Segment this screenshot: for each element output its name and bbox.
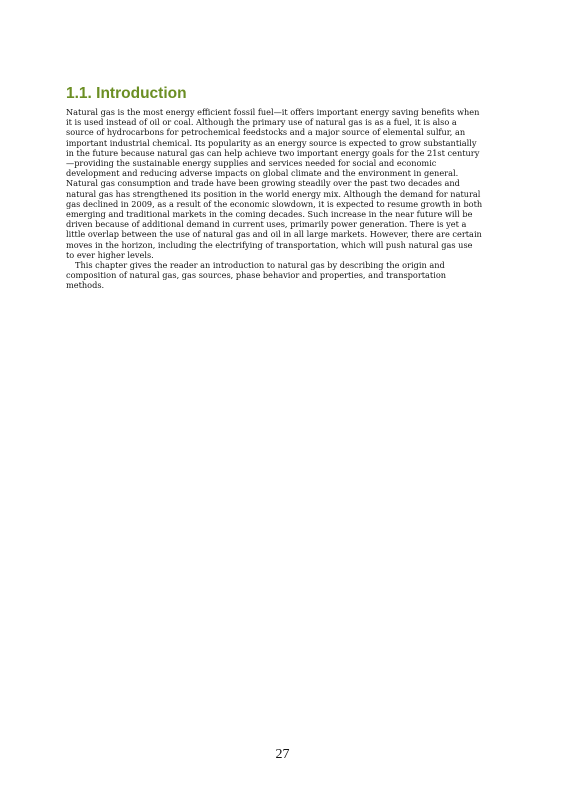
paragraph-line: it is used instead of oil or coal. Although the primary use of natural gas is as a fuel, it is also a bbox=[66, 117, 457, 128]
page-number: 27 bbox=[275, 747, 290, 762]
paragraph-line: composition of natural gas, gas sources, phase behavior and properties, and transportation bbox=[66, 270, 447, 281]
body-text bbox=[66, 107, 504, 291]
paragraph-line: development and reducing adverse impacts on global climate and the environment in general. bbox=[66, 168, 459, 179]
paragraph-line: emerging and traditional markets in the coming decades. Such increase in the near future will be bbox=[66, 209, 473, 220]
paragraph-line: moves in the horizon, including the electrifying of transportation, which will push natural gas use bbox=[66, 239, 473, 250]
paragraph-line: source of hydrocarbons for petrochemical feedstocks and a major source of elemental sulfur, an bbox=[66, 127, 466, 138]
paragraph-line: in the future because natural gas can help achieve two important energy goals for the 21st century bbox=[66, 147, 480, 158]
paragraph-line: This chapter gives the reader an introduction to natural gas by describing the origin and bbox=[75, 260, 445, 271]
paragraph-line: to ever higher levels. bbox=[66, 249, 154, 260]
paragraph-line: Natural gas consumption and trade have been growing steadily over the past two decades and bbox=[66, 178, 460, 189]
paragraph-line: methods. bbox=[66, 280, 105, 291]
paragraph-line: —providing the sustainable energy supplies and services needed for social and economic bbox=[66, 158, 437, 169]
paragraph-line: gas declined in 2009, as a result of the economic slowdown, it is expected to resume growth in both bbox=[66, 198, 483, 209]
paragraph-line: little overlap between the use of natural gas and oil in all large markets. However, there are certain bbox=[66, 229, 482, 240]
section-heading: 1.1. Introduction bbox=[66, 85, 187, 102]
paragraph-line: Natural gas is the most energy efficient fossil fuel—it offers important energy saving benefits when bbox=[66, 107, 480, 117]
paragraph-line: driven because of additional demand in current uses, primarily power generation. There is yet a bbox=[66, 219, 467, 230]
paragraph-line: important industrial chemical. Its popularity as an energy source is expected to grow substantially bbox=[66, 137, 477, 148]
paragraph-line: natural gas has strengthened its position in the world energy mix. Although the demand for natural bbox=[66, 188, 481, 199]
